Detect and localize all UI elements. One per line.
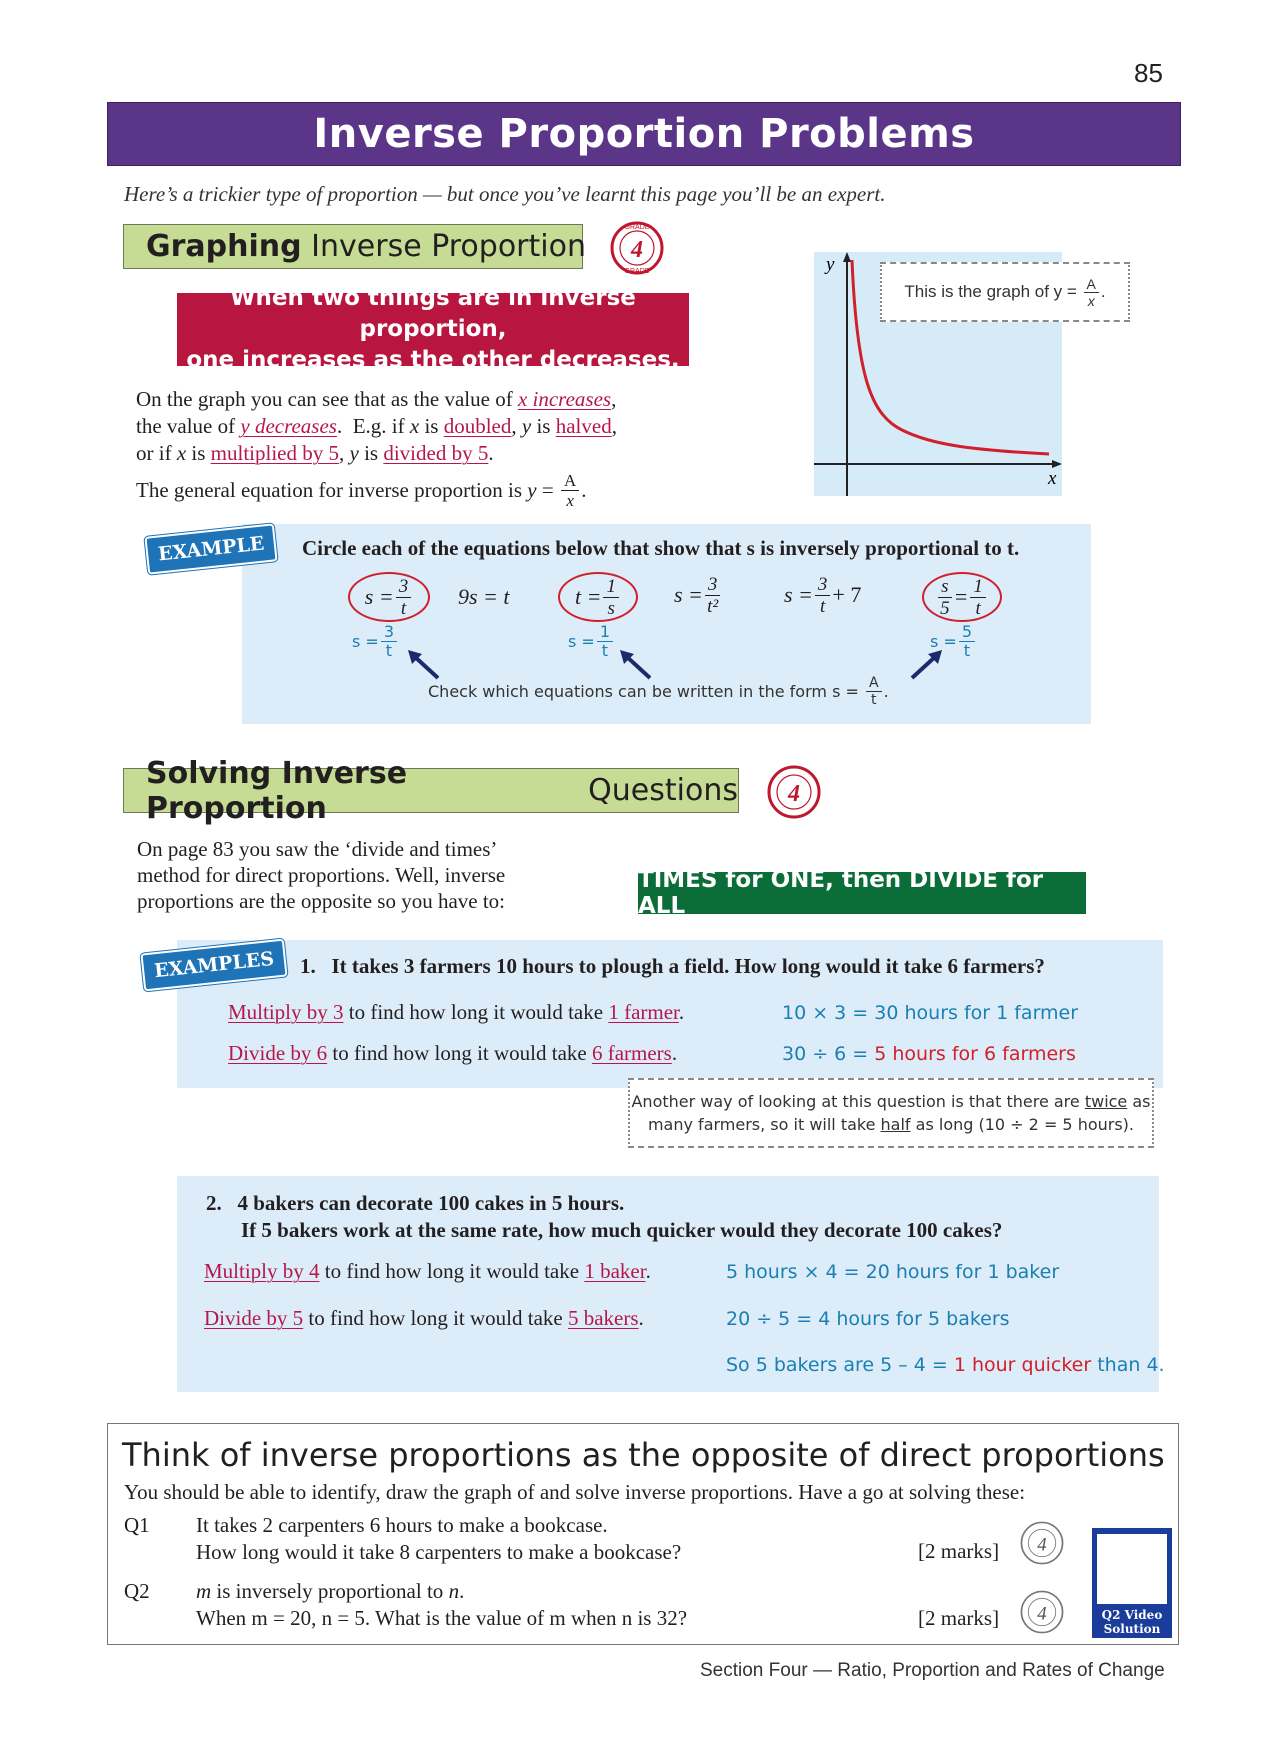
link-y-decreases[interactable]: y decreases bbox=[240, 414, 337, 438]
example-q1: 1. It takes 3 farmers 10 hours to plough a field. How long would it take 6 farmers? bbox=[300, 954, 1045, 978]
summary-q2: Q2 m is inversely proportional to n. When m = 20, n = 5. What is the value of m when n is 32? bbox=[124, 1579, 688, 1630]
rule-line-1: When two things are in inverse proportion, bbox=[230, 285, 636, 342]
q2-step-2: Divide by 5 to find how long it would take 5 bakers. bbox=[204, 1306, 644, 1330]
grade-badge-2 bbox=[766, 764, 822, 820]
inverse-rule-box bbox=[177, 285, 689, 373]
solving-heading-bold: Solving Inverse Proportion bbox=[146, 755, 408, 826]
q2-final-answer: So 5 bakers are 5 – 4 = 1 hour quicker than 4. bbox=[726, 1354, 1165, 1376]
solving-rule-box: TIMES for ONE, then DIVIDE for ALL bbox=[638, 872, 1086, 914]
grade-badge-q1 bbox=[1018, 1519, 1066, 1567]
link-multiply-by-4[interactable]: Multiply by 4 bbox=[204, 1259, 320, 1283]
link-multiplied-by-5[interactable]: multiplied by 5 bbox=[210, 441, 339, 465]
title-bar bbox=[107, 102, 1181, 166]
equation-3[interactable]: t = $\frac{1}{s}$ bbox=[558, 572, 638, 622]
svg-text:4: 4 bbox=[1037, 1534, 1047, 1556]
video-label-1: Q2 Video bbox=[1101, 1608, 1163, 1622]
alternative-note: Another way of looking at this question is that there are twice as many farmers, so it will take half as long (10 ÷ 2 = 5 hours). bbox=[628, 1078, 1154, 1148]
page-title: Inverse Proportion Problems bbox=[313, 111, 975, 157]
q1-step-1-work: 10 × 3 = 30 hours for 1 farmer bbox=[782, 1002, 1079, 1024]
graphing-heading bbox=[123, 224, 586, 269]
q1-step-2: Divide by 6 to find how long it would take 6 farmers. bbox=[228, 1041, 678, 1065]
link-x-increases[interactable]: x increases bbox=[517, 387, 612, 411]
q2-marks: [2 marks] bbox=[918, 1606, 1000, 1630]
q2-step-2-work: 20 ÷ 5 = 4 hours for 5 bakers bbox=[726, 1308, 1010, 1330]
q2-step-1: Multiply by 4 to find how long it would take 1 baker. bbox=[204, 1259, 651, 1283]
example-q2: 2. 4 bakers can decorate 100 cakes in 5 hours. If 5 bakers work at the same rate, how much quicker would they decorate 100 cakes? bbox=[206, 1191, 1003, 1242]
link-5-bakers[interactable]: 5 bakers bbox=[567, 1306, 639, 1330]
grade-label-bottom: GRADE bbox=[624, 268, 650, 275]
answer-3: s = $\frac{5}{t}$ bbox=[930, 624, 977, 659]
q1-marks: [2 marks] bbox=[918, 1539, 1000, 1563]
general-equation: The general equation for inverse proportion is y = $\frac{A}{x}$ . bbox=[136, 471, 587, 510]
grade-badge-1 bbox=[609, 220, 665, 276]
page-number: 85 bbox=[1134, 58, 1163, 88]
qr-code-icon bbox=[1097, 1534, 1167, 1604]
link-divide-by-6[interactable]: Divide by 6 bbox=[228, 1041, 328, 1065]
q1-step-2-work: 30 ÷ 6 = 5 hours for 6 farmers bbox=[782, 1043, 1076, 1065]
q1-step-1: Multiply by 3 to find how long it would take 1 farmer. bbox=[228, 1000, 685, 1024]
q2-step-1-work: 5 hours × 4 = 20 hours for 1 baker bbox=[726, 1261, 1060, 1283]
equations-row bbox=[340, 568, 1000, 626]
check-note: Check which equations can be written in the form s = $\frac{A}{t}$ . bbox=[428, 675, 889, 708]
equation-5[interactable]: s = $\frac{3}{t}$ + 7 bbox=[784, 573, 862, 617]
solving-intro: On page 83 you saw the ‘divide and times’ method for direct proportions. Well, inverse proportions are the opposite so you have to: bbox=[137, 837, 506, 913]
footer: Section Four — Ratio, Proportion and Rates of Change bbox=[700, 1660, 1165, 1681]
link-1-farmer[interactable]: 1 farmer bbox=[608, 1000, 679, 1024]
grade-number: 4 bbox=[631, 237, 643, 263]
answer-1: s = $\frac{3}{t}$ bbox=[352, 624, 399, 659]
grade-badge-q2 bbox=[1018, 1588, 1066, 1636]
svg-text:4: 4 bbox=[1037, 1603, 1047, 1625]
equation-1[interactable]: s = $\frac{3}{t}$ bbox=[348, 572, 430, 622]
link-divided-by-5[interactable]: divided by 5 bbox=[383, 441, 489, 465]
answer-2: s = $\frac{1}{t}$ bbox=[568, 624, 615, 659]
graph-y-label: y bbox=[826, 254, 835, 275]
example-badge: EXAMPLE bbox=[144, 523, 278, 574]
rule-line-2: one increases as the other decreases. bbox=[186, 347, 680, 373]
link-divide-by-5[interactable]: Divide by 5 bbox=[204, 1306, 304, 1330]
example-1-question: Circle each of the equations below that show that s is inversely proportional to t. bbox=[302, 536, 1020, 560]
grade-number-2: 4 bbox=[788, 781, 800, 807]
link-halved[interactable]: halved bbox=[555, 414, 612, 438]
video-label-2: Solution bbox=[1103, 1622, 1161, 1636]
graph-x-label: x bbox=[1048, 468, 1057, 489]
graphing-heading-rest: Inverse Proportion bbox=[301, 229, 586, 264]
link-doubled[interactable]: doubled bbox=[443, 414, 512, 438]
grade-label-top: GRADE bbox=[624, 224, 650, 231]
graph-note: This is the graph of y = $\frac{A}{x}$ . bbox=[880, 262, 1130, 322]
equation-2[interactable]: 9s = t bbox=[458, 584, 510, 609]
link-multiply-by-3[interactable]: Multiply by 3 bbox=[228, 1000, 344, 1024]
intro-text: Here’s a trickier type of proportion — but once you’ve learnt this page you’ll be an expert. bbox=[124, 182, 886, 206]
summary-q1: Q1 It takes 2 carpenters 6 hours to make a bookcase. How long would it take 8 carpenters to make a bookcase? bbox=[124, 1513, 682, 1564]
solving-heading-rest: Questions bbox=[578, 773, 738, 808]
equation-4[interactable]: s = $\frac{3}{\text{t²}}$ bbox=[674, 572, 722, 618]
equation-6[interactable]: $\frac{s}{5}$ = $\frac{1}{t}$ bbox=[922, 572, 1002, 622]
link-6-farmers[interactable]: 6 farmers bbox=[591, 1041, 672, 1065]
link-1-baker[interactable]: 1 baker bbox=[584, 1259, 646, 1283]
solving-heading bbox=[123, 755, 739, 826]
graph-explanation: On the graph you can see that as the value of x increases, the value of y decreases. E.g. if x is doubled, y is halved, or if x is multiplied by 5, y is divided by 5. bbox=[136, 387, 617, 465]
summary-title: Think of inverse proportions as the opposite of direct proportions bbox=[122, 1436, 1165, 1474]
graphing-heading-bold: Graphing bbox=[146, 229, 302, 264]
examples-badge: EXAMPLES bbox=[140, 939, 287, 992]
video-solution-button[interactable] bbox=[1092, 1528, 1172, 1638]
summary-subtitle: You should be able to identify, draw the graph of and solve inverse proportions. Have a go at solving these: bbox=[124, 1480, 1026, 1504]
